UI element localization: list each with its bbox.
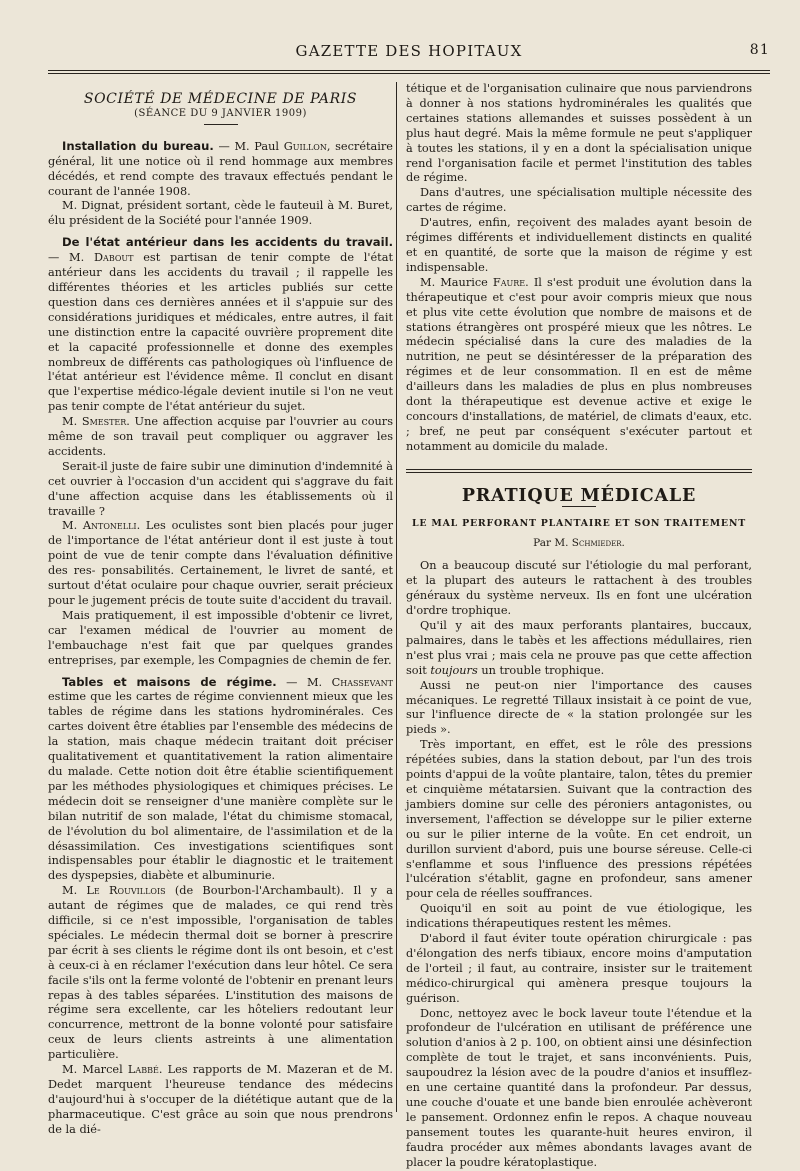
person-name: Le Rouvillois [86, 884, 166, 898]
author-name: Schmieder [571, 537, 622, 550]
paragraph: Mais pratiquement, il est impossible d'obtenir ce livret, car l'examen médical de l'ouvrier au moment de l'embauchage n'est fait que par quelques grandes entreprises, par exemple, les Compagnies de chemin de fer. [48, 608, 393, 667]
header-rule [48, 70, 770, 71]
column-divider [396, 82, 397, 1112]
run-in-heading: De l'état antérieur dans les accidents du travail. [62, 235, 393, 250]
paragraph: Donc, nettoyez avec le bock laveur toute l'étendue et la profondeur de l'ulcération en utilisant de préférence une solution d'anios à 2 p. 100, on obtient ainsi une désinfection complète de tout le trajet, et sans inconvénients. Puis, saupoudrez la lésion avec de la poudre d'anios et insufflez-en une certaine quantité dans la profondeur. Par dessus, une couche d'ouate et une bande bien enroulée achèveront le pansement. Ordonnez enfin le repos. A chaque nouveau pansement toutes les quarante-huit heures environ, il faudra procéder aux mêmes abondants lavages avant de placer la poudre kératoplastique. [406, 1006, 752, 1169]
paragraph: M. Antonelli. Les oculistes sont bien placés pour juger de l'importance de l'état antérieur dont il est juste à tout point de vue de tenir compte dans l'évaluation définitive des res- ponsabilités. Certainement, le livret de santé, et surtout d'état oculaire pour chaque ouvrier, serait précieux pour le jugement précis de toute suite d'accident du travail. [48, 519, 393, 607]
paragraph: M. Maurice Faure. Il s'est produit une évolution dans la thérapeutique et c'est pour avoir compris mieux que nous et plus vite cette évolution que nombre de maisons et de stations étrangères ont prospéré mieux que les nôtres. Le médecin spécialisé dans la cure des maladies de la nutrition, ne peut se désintéresser de la préparation des régimes et de leur consommation. Il en est de même d'ailleurs dans les maladies de plus en plus nombreuses dont la thérapeutique est devenue active et exige le concours d'installations, de matériel, de climats d'eaux, etc. ; bref, ne peut par conséquent s'exécuter partout et notamment au domicile du malade. [406, 275, 752, 453]
run-in-heading: Tables et maisons de régime. [62, 674, 277, 689]
section-rule [204, 124, 238, 125]
person-name: Dabout [93, 251, 134, 265]
section-separator [406, 469, 752, 473]
section2-rule [562, 506, 596, 507]
person-name: Antonelli [82, 519, 137, 533]
header-rule-second [48, 73, 770, 74]
person-name: Faure [492, 275, 526, 289]
emphasis: toujours [430, 663, 478, 677]
person-name: Labbé [127, 1063, 159, 1077]
person-name: Guillon [283, 139, 327, 153]
paragraph: M. Dignat, président sortant, cède le fauteuil à M. Buret, élu président de la Société pour l'année 1909. [48, 199, 393, 228]
paragraph: tétique et de l'organisation culinaire que nous parviendrons à donner à nos stations hydrominérales les qualités que certaines stations allemandes et suisses possèdent à un plus haut degré. Mais la même formule ne peut s'appliquer à toutes les stations, il y en a dont la spécialisation unique rend l'organisation facile et permet l'institution des tables de régime. [406, 82, 752, 185]
paragraph: Installation du bureau. — M. Paul Guillon, secrétaire général, lit une notice où il rend hommage aux membres décédés, et rend compte des travaux effectués pendant le courant de l'année 1908. [48, 138, 393, 198]
article-title: LE MAL PERFORANT PLANTAIRE ET SON TRAITEMENT [412, 517, 746, 529]
paragraph: On a beaucoup discuté sur l'étiologie du mal perforant, et la plupart des auteurs le rattachent à des troubles généraux du système nerveux. Ils en font une ulcération d'ordre trophique. [406, 559, 752, 618]
byline: Par M. Schmieder. [533, 537, 625, 550]
person-name: Chassevant [331, 675, 393, 689]
run-in-heading: Installation du bureau. [62, 138, 214, 153]
right-column [406, 82, 752, 1169]
session-date: (SÉANCE DU 9 JANVIER 1909) [134, 107, 307, 119]
paragraph: Aussi ne peut-on nier l'importance des causes mécaniques. Le regretté Tillaux insistait à ce point de vue, sur l'influence directe de « la station prolongée sur les pieds ». [406, 678, 752, 737]
paragraph: De l'état antérieur dans les accidents du travail. — M. Dabout est partisan de tenir compte de l'état antérieur dans les accidents du travail ; il rappelle les différentes théories et les articles publiés sur cette question dans ces dernières années et il s'appuie sur des considérations juridiques et médicales, entre autres, il fait une distinction entre la capacité ouvrière proprement dite et la capacité professionnelle et donne des exemples nombreux de différents cas pathologiques où l'influence de l'état antérieur est l'évidence même. Il conclut en disant que l'expertise médico-légale devient inutile si l'on ne veut pas tenir compte de l'état antérieur du sujet. [48, 235, 394, 414]
paragraph: D'autres, enfin, reçoivent des malades ayant besoin de régimes différents et individuellement distincts en qualité et en quantité, de sorte que la maison de régime y est indispensable. [406, 216, 752, 274]
paragraph: Serait-il juste de faire subir une diminution d'indemnité à cet ouvrier à l'occasion d'un accident qui s'aggrave du fait d'une affection acquise dans les établissements où il travaille ? [48, 459, 393, 518]
left-column [48, 82, 394, 1136]
paragraph: Tables et maisons de régime. — M. Chassevant estime que les cartes de régime conviennent mieux que les tables de régime dans les stations hydrominérales. Ces cartes doivent être établies par l'ensemble des médecins de la station, mais chaque médecin traitant doit préciser qualitativement et quantitativement la ration alimentaire du malade. Cette notion doit être établie scientifiquement par les méthodes physiologiques et chimiques précises. Le médecin doit se renseigner d'une manière complète sur le bilan nutritif de son malade, l'état du chimisme stomacal, de l'évolution du bol alimentaire, de l'assimilation et de la désassimilation. Ces investigations scientifiques sont indispensables pour établir le diagnostic et le traitement des dyspepsies, diabète et albuminurie. [48, 674, 393, 883]
running-header [48, 42, 770, 62]
section2-title: PRATIQUE MÉDICALE [461, 485, 697, 506]
paragraph: Très important, en effet, est le rôle des pressions répétées subies, dans la station debout, par l'un des trois points d'appui de la voûte plantaire, talon, têtes du premier et cinquième métatarsien. Suivant que la contraction des jambiers domine sur celle des péroniers antagonistes, ou inversement, l'affection se développe sur le pilier externe ou sur le pilier interne de la voûte. En cet endroit, un durillon survient d'abord, puis une bourse séreuse. Celle-ci s'enflamme et sous l'influence des pressions répétées l'ulcération s'établit, gagne en profondeur, sans amener pour cela de réelles souffrances. [406, 738, 752, 901]
paragraph: M. Smester. Une affection acquise par l'ouvrier au cours même de son travail peut compliquer ou aggraver les accidents. [48, 415, 394, 458]
paragraph: Dans d'autres, une spécialisation multiple nécessite des cartes de régime. [406, 186, 752, 215]
paragraph: Qu'il y ait des maux perforants plantaires, buccaux, palmaires, dans le tabès et les affections médullaires, rien n'est plus vrai ; mais cela ne prouve pas que cette affection soit toujours un trouble trophique. [406, 619, 752, 677]
paragraph: D'abord il faut éviter toute opération chirurgicale : pas d'élongation des nerfs tibiaux, encore moins d'amputation de l'orteil ; il faut, au contraire, insister sur le traitement médico-chirurgical qui amènera presque toujours la guérison. [406, 932, 752, 1005]
paragraph: Quoiqu'il en soit au point de vue étiologique, les indications thérapeutiques restent les mêmes. [406, 902, 752, 931]
paragraph: M. Le Rouvillois (de Bourbon-l'Archambault). Il y a autant de régimes que de malades, ce qui rend très difficile, si ce n'est impossible, l'organisation de tables spéciales. Le médecin thermal doit se borner à prescrire par écrit à ses clients le régime dont ils ont besoin, et c'est à ceux-ci à en réclamer l'exécution dans leur hôtel. Ce sera facile s'ils ont la ferme volonté de l'obtenir en prenant leurs repas à des tables séparées. L'institution des maisons de régime sera excellente, car les hôteliers redoutant leur concurrence, mettront de la bonne volonté pour satisfaire ceux de leurs clients astreints à une alimentation particulière. [48, 884, 393, 1062]
section-title: SOCIÉTÉ DE MÉDECINE DE PARIS [83, 91, 358, 107]
journal-title: GAZETTE DES HOPITAUX [295, 42, 523, 60]
page-number: 81 [749, 42, 770, 58]
paragraph: M. Marcel Labbé. Les rapports de M. Mazeran et de M. Dedet marquent l'heureuse tendance des médecins d'aujourd'hui à s'occuper de la diététique autant que de la pharmaceutique. C'est grâce au soin que nous prendrons de la dié- [48, 1063, 393, 1136]
person-name: Smester [81, 415, 127, 429]
